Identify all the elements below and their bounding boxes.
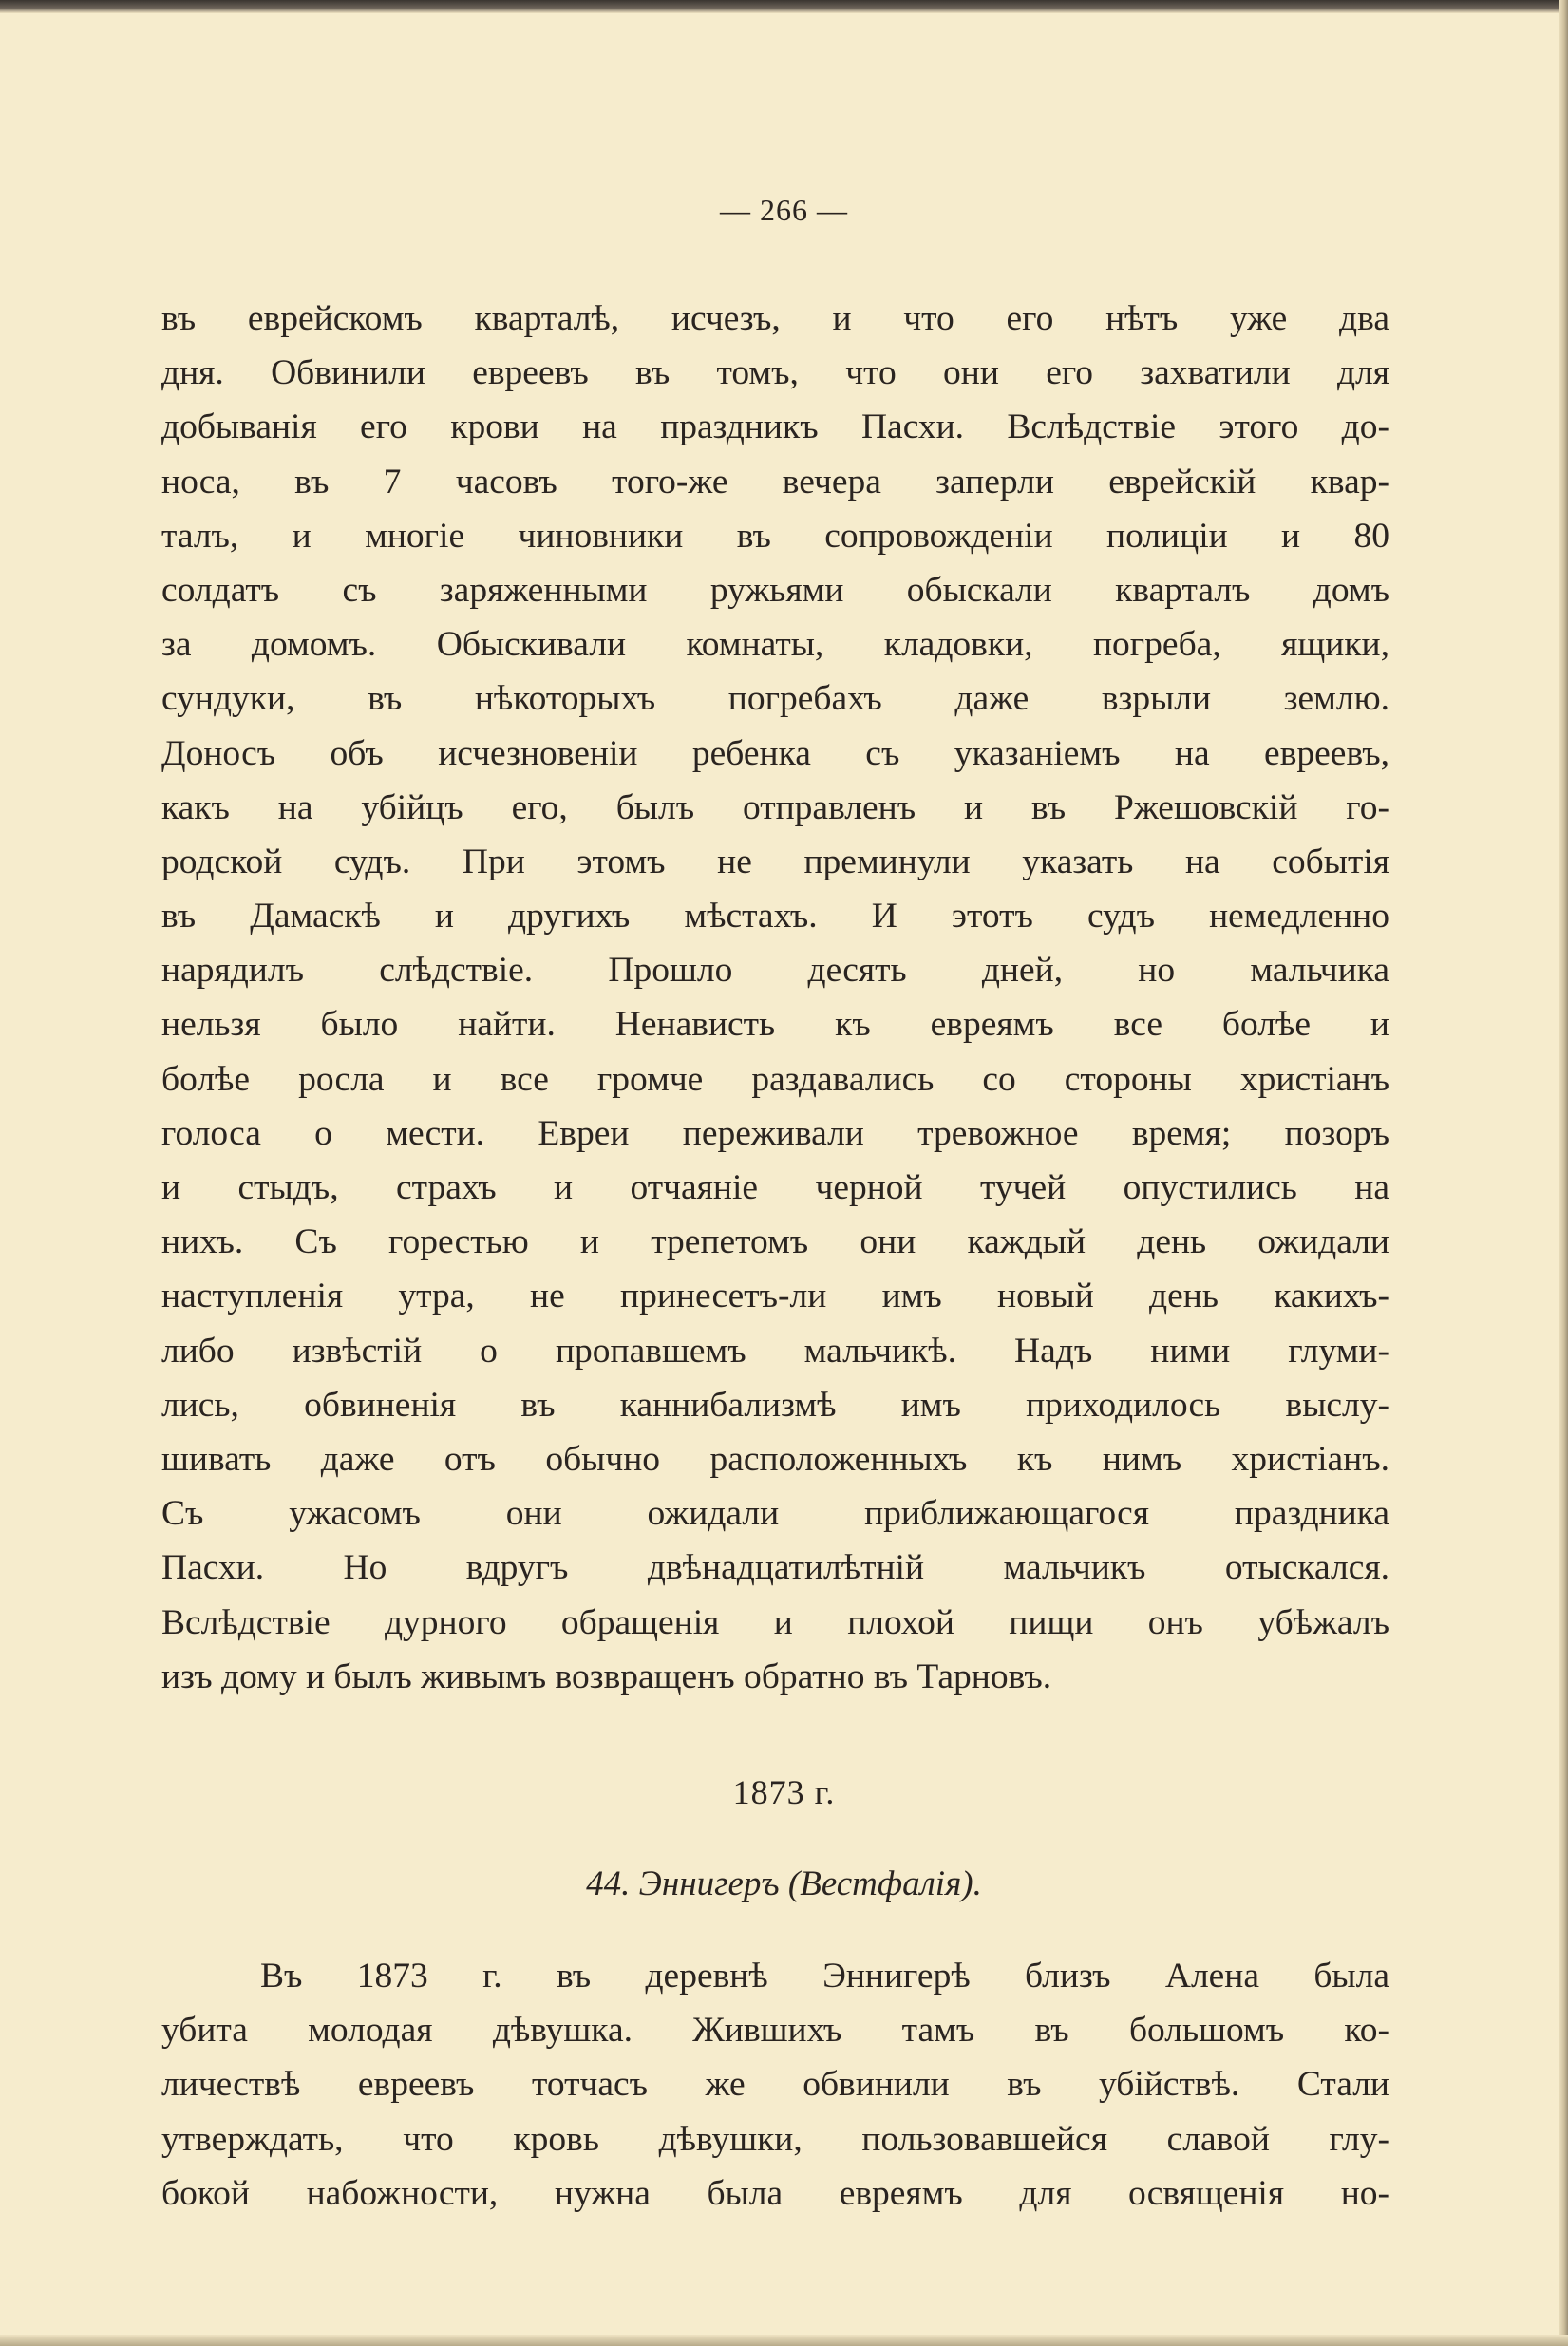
- text-line: солдатъ съ заряженными ружьями обыскали кварталъ домъ: [161, 570, 1389, 610]
- scan-top-edge: [0, 0, 1568, 13]
- text-line: въ еврейскомъ кварталѣ, исчезъ, и что его нѣтъ уже два: [161, 299, 1389, 338]
- text-line: дня. Обвинили евреевъ въ томъ, что они его захватили для: [161, 353, 1389, 393]
- text-line: Доносъ объ исчезновеніи ребенка съ указаніемъ на евреевъ,: [161, 733, 1389, 773]
- text-line: нихъ. Съ горестью и трепетомъ они каждый день ожидали: [161, 1222, 1389, 1262]
- text-line: въ Дамаскѣ и другихъ мѣстахъ. И этотъ судъ немедленно: [161, 897, 1389, 937]
- text-line: Съ ужасомъ они ожидали приближающагося праздника: [161, 1494, 1389, 1534]
- year-heading: 1873 г.: [732, 1773, 836, 1811]
- text-line: Пасхи. Но вдругъ двѣнадцатилѣтній мальчикъ отыскался.: [161, 1548, 1389, 1588]
- text-line: какъ на убійцъ его, былъ отправленъ и въ Ржешовскій го-: [161, 787, 1389, 827]
- text-line: талъ, и многіе чиновники въ сопровожденіи полиціи и 80: [161, 516, 1389, 556]
- text-line: добыванія его крови на праздникъ Пасхи. Вслѣдствіе этого до-: [161, 407, 1389, 447]
- text-line: голоса о мести. Евреи переживали тревожное время; позоръ: [161, 1113, 1389, 1153]
- text-line: болѣе росла и все громче раздавались со стороны христіанъ: [161, 1059, 1389, 1099]
- text-line: родской судъ. При этомъ не преминули указать на событія: [161, 842, 1389, 881]
- section-title: 44. Эннигеръ (Вестфалія).: [586, 1864, 982, 1903]
- text-line: шивать даже отъ обычно расположенныхъ къ нимъ христіанъ.: [161, 1439, 1389, 1479]
- text-line: либо извѣстій о пропавшемъ мальчикѣ. Надъ ними глуми-: [161, 1331, 1389, 1371]
- text-line: за домомъ. Обыскивали комнаты, кладовки, погреба, ящики,: [161, 625, 1389, 665]
- text-line: и стыдъ, страхъ и отчаяніе черной тучей опустились на: [161, 1168, 1389, 1207]
- text-line: лись, обвиненія въ каннибализмѣ имъ приходилось выслу-: [161, 1385, 1389, 1425]
- paragraph-enniger-incident: [161, 1949, 1389, 2221]
- text-line: Въ 1873 г. въ деревнѣ Эннигерѣ близъ Алена была: [260, 1957, 1389, 1996]
- text-line: наступленія утра, не принесетъ-ли имъ новый день какихъ-: [161, 1277, 1389, 1316]
- text-line: личествѣ евреевъ тотчасъ же обвинили въ убійствѣ. Стали: [161, 2065, 1389, 2105]
- paragraph-tarnow-incident: [161, 292, 1389, 1704]
- scan-right-edge: [1559, 0, 1568, 2346]
- text-line: сундуки, въ нѣкоторыхъ погребахъ даже взрыли землю.: [161, 679, 1389, 719]
- text-line: нарядилъ слѣдствіе. Прошло десять дней, но мальчика: [161, 951, 1389, 991]
- text-line: носа, въ 7 часовъ того-же вечера заперли еврейскій квар-: [161, 462, 1389, 501]
- text-line: изъ дому и былъ живымъ возвращенъ обратно въ Тарновъ.: [161, 1656, 1052, 1696]
- text-line: нельзя было найти. Ненависть къ евреямъ все болѣе и: [161, 1005, 1389, 1045]
- text-line: утверждать, что кровь дѣвушки, пользовавшейся славой глу-: [161, 2119, 1389, 2159]
- scan-bottom-edge: [0, 2335, 1568, 2346]
- text-line: бокой набожности, нужна была евреямъ для освященія но-: [161, 2173, 1389, 2213]
- text-line: убита молодая дѣвушка. Жившихъ тамъ въ большомъ ко-: [161, 2011, 1389, 2051]
- text-line: Вслѣдствіе дурного обращенія и плохой пищи онъ убѣжалъ: [161, 1602, 1389, 1642]
- page-number: — 266 —: [720, 193, 848, 227]
